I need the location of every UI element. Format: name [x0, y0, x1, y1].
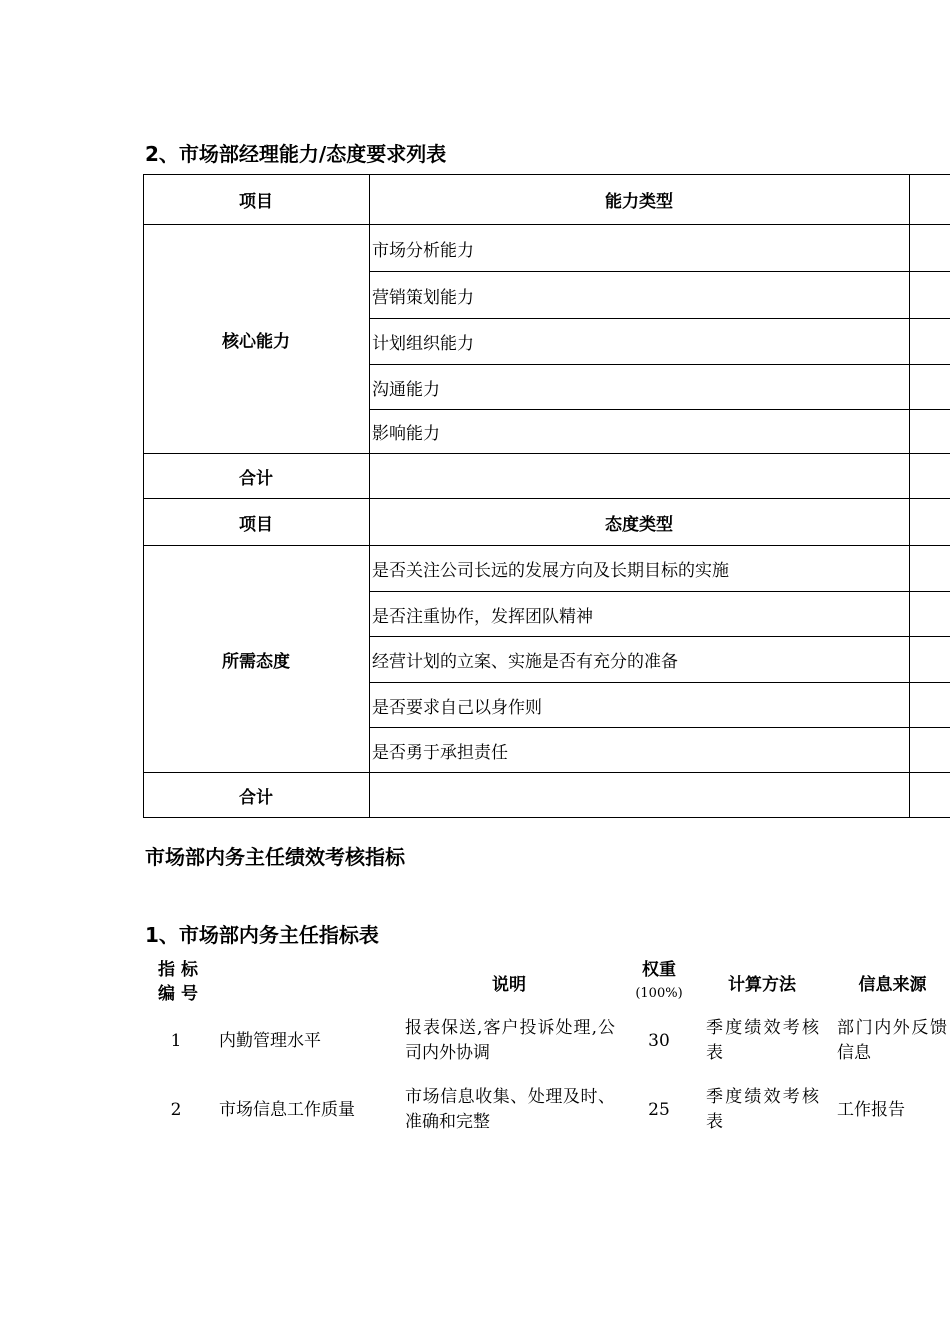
- header-method: 计算方法: [728, 975, 796, 995]
- table-rule: [909, 174, 910, 818]
- ability-item: 沟通能力: [372, 379, 440, 400]
- header-index-line2: 编 号: [158, 984, 198, 1004]
- header-item: 项目: [239, 192, 273, 212]
- kpi-row-method: 季度绩效考核表: [706, 1087, 819, 1132]
- header-ability-type: 能力类型: [605, 192, 673, 212]
- attitude-item: 是否注重协作，发挥团队精神: [372, 606, 593, 627]
- group-label-attitude: 所需态度: [222, 651, 290, 672]
- header-weight-label: 权重: [642, 960, 676, 980]
- total-label: 合计: [239, 468, 273, 489]
- group-label-core-ability: 核心能力: [222, 331, 290, 352]
- total-label: 合计: [239, 787, 273, 808]
- attitude-item: 是否勇于承担责任: [372, 742, 508, 763]
- kpi-row-weight: 30: [648, 1031, 670, 1051]
- section-title-ability: 2、市场部经理能力/态度要求列表: [145, 142, 447, 166]
- kpi-row-source: 部门内外反馈信息: [837, 1018, 947, 1063]
- ability-item: 影响能力: [372, 424, 440, 444]
- kpi-row-weight: 25: [648, 1100, 670, 1120]
- header-weight-unit: (100%): [635, 986, 683, 1001]
- section-title-kpi: 市场部内务主任绩效考核指标: [145, 845, 405, 869]
- kpi-row-method: 季度绩效考核表: [706, 1018, 819, 1063]
- header-weight: [625, 958, 693, 1006]
- attitude-item: 是否要求自己以身作则: [372, 697, 542, 718]
- ability-item: 营销策划能力: [372, 287, 474, 308]
- kpi-row-no: 1: [170, 1031, 182, 1051]
- header-attitude-type: 态度类型: [605, 514, 673, 535]
- kpi-row-no: 2: [170, 1100, 182, 1120]
- attitude-item: 是否关注公司长远的发展方向及长期目标的实施: [372, 561, 729, 581]
- kpi-row-name: 内勤管理水平: [219, 1031, 321, 1051]
- header-index-line1: 指 标: [158, 960, 198, 980]
- attitude-item: 经营计划的立案、实施是否有充分的准备: [372, 652, 678, 672]
- header-source: 信息来源: [858, 975, 927, 995]
- ability-item: 计划组织能力: [372, 334, 474, 354]
- ability-item: 市场分析能力: [372, 240, 474, 261]
- header-description: 说明: [492, 975, 526, 995]
- header-item: 项目: [239, 514, 273, 535]
- kpi-table-title: 1、市场部内务主任指标表: [145, 923, 379, 947]
- kpi-row-name: 市场信息工作质量: [219, 1100, 355, 1120]
- kpi-row-source: 工作报告: [837, 1100, 905, 1120]
- header-index: [150, 958, 206, 1006]
- kpi-row-desc: 市场信息收集、处理及时、准确和完整: [405, 1087, 615, 1132]
- kpi-row-desc: 报表保送,客户投诉处理,公司内外协调: [405, 1018, 615, 1063]
